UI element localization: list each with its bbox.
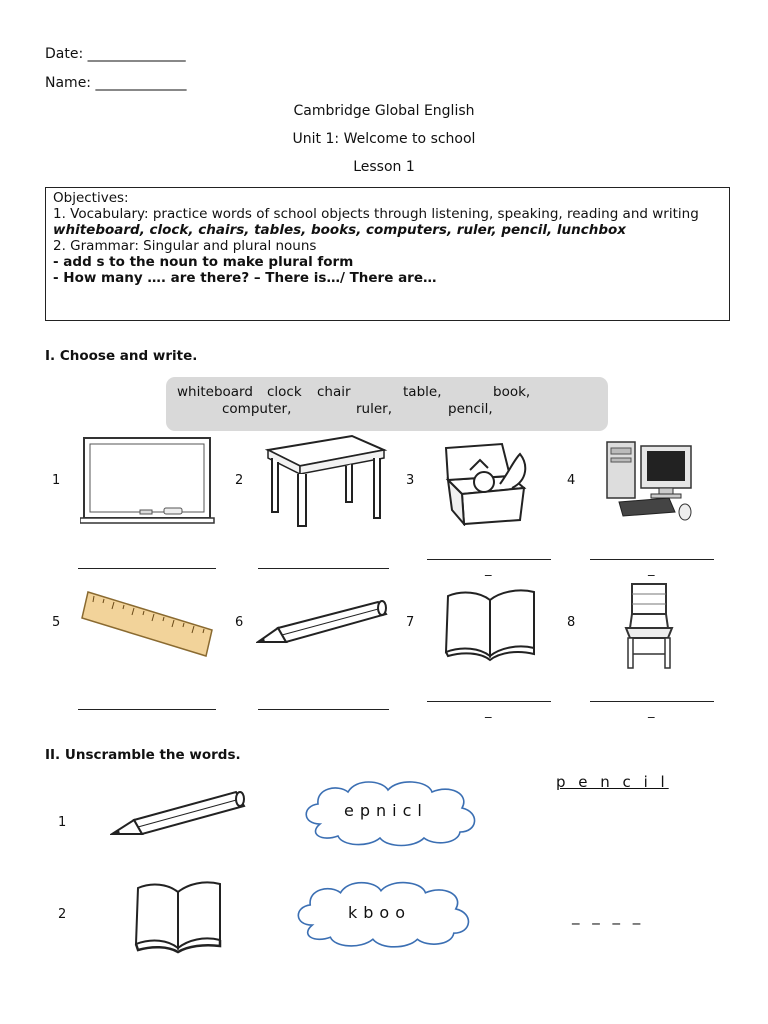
blank-dash: _ <box>648 704 655 719</box>
pencil-icon <box>256 598 392 648</box>
blank-dash: _ <box>485 562 492 577</box>
course-title: Cambridge Global English <box>293 103 475 119</box>
answer-blank[interactable] <box>427 559 551 560</box>
scrambled-word: epnicl <box>344 801 428 820</box>
item-number: 3 <box>406 473 415 488</box>
whiteboard-icon <box>80 436 218 526</box>
word-bank-item: clock <box>267 384 302 400</box>
book-icon <box>442 586 538 662</box>
word-bank-item: book, <box>493 384 531 400</box>
item-number: 1 <box>52 473 61 488</box>
grammar-rule-plural: - add s to the noun to make plural form <box>53 254 354 270</box>
answer-blank[interactable] <box>590 559 714 560</box>
answer-blank[interactable] <box>258 709 389 710</box>
vocabulary-list: whiteboard, clock, chairs, tables, books, computers, ruler, pencil, lunchbox <box>53 222 626 238</box>
item-number: 1 <box>58 815 67 830</box>
item-number: 2 <box>58 907 67 922</box>
word-bank-item: chair <box>317 384 351 400</box>
answer-blank[interactable] <box>258 568 389 569</box>
item-number: 6 <box>235 615 244 630</box>
objective-vocabulary: 1. Vocabulary: practice words of school objects through listening, speaking, reading and writing <box>53 206 699 222</box>
objectives-heading: Objectives: <box>53 190 129 206</box>
answer-blank[interactable] <box>78 568 216 569</box>
item-number: 7 <box>406 615 415 630</box>
objective-grammar: 2. Grammar: Singular and plural nouns <box>53 238 317 254</box>
blank-dash: _ <box>648 562 655 577</box>
item-number: 2 <box>235 473 244 488</box>
section-1-title: I. Choose and write. <box>45 348 198 364</box>
ruler-icon <box>80 588 214 660</box>
computer-icon <box>605 436 705 526</box>
item-number: 5 <box>52 615 61 630</box>
word-bank-item: pencil, <box>448 401 493 417</box>
scrambled-word: kboo <box>348 903 411 922</box>
name-field[interactable]: Name: _____________ <box>45 75 187 91</box>
grammar-rule-question: - How many …. are there? – There is…/ There are… <box>53 270 437 286</box>
item-number: 4 <box>567 473 576 488</box>
table-icon <box>262 432 388 530</box>
item-number: 8 <box>567 615 576 630</box>
lesson-title: Lesson 1 <box>353 159 415 175</box>
word-bank-item: table, <box>403 384 442 400</box>
pencil-icon <box>110 788 250 840</box>
word-bank-item: computer, <box>222 401 292 417</box>
objectives-box <box>45 187 730 321</box>
book-icon <box>132 878 224 954</box>
answer-blank[interactable] <box>78 709 216 710</box>
answer-blank[interactable] <box>590 701 714 702</box>
section-2-title: II. Unscramble the words. <box>45 747 241 763</box>
word-bank <box>166 377 608 431</box>
unscrambled-answer[interactable]: _ _ _ _ <box>572 907 645 925</box>
chair-icon <box>620 580 678 672</box>
unscrambled-answer: p e n c i l <box>556 773 669 791</box>
word-bank-item: ruler, <box>356 401 393 417</box>
date-field[interactable]: Date: ______________ <box>45 46 186 62</box>
answer-blank[interactable] <box>427 701 551 702</box>
word-bank-item: whiteboard <box>177 384 253 400</box>
unit-title: Unit 1: Welcome to school <box>292 131 476 147</box>
blank-dash: _ <box>485 704 492 719</box>
lunchbox-icon <box>440 440 536 526</box>
